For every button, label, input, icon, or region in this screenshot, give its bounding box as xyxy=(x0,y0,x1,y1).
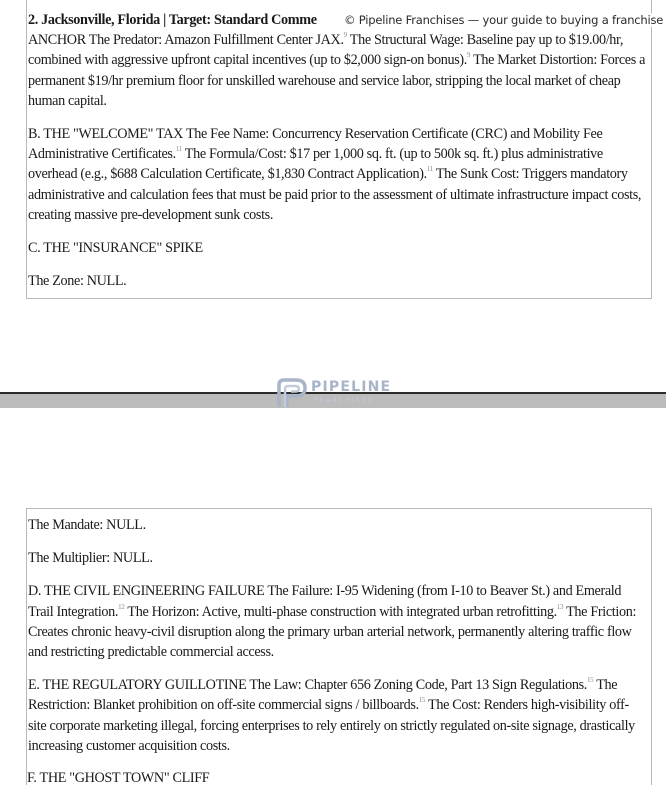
welcome-text-2: The Formula/Cost: $17 per 1,000 sq. ft. (up to 500k sq. ft.) plus administrative overhead (e.g., $688 Calculation Certificate, $1,830 Contract Application). xyxy=(28,146,603,183)
pipeline-logo-icon xyxy=(276,377,310,409)
footnote-ref[interactable]: 9 xyxy=(343,31,347,40)
copyright-banner: © Pipeline Franchises — your guide to buying a franchise xyxy=(344,13,664,27)
civil-engineering-paragraph xyxy=(28,581,647,662)
mandate-paragraph: The Mandate: NULL. xyxy=(28,517,146,533)
anchor-text-1: ANCHOR The Predator: Amazon Fulfillment Center JAX. xyxy=(28,32,344,49)
footnote-ref[interactable]: 15 xyxy=(418,696,426,705)
footnote-ref[interactable]: 11 xyxy=(426,165,433,174)
page-1-content xyxy=(27,10,651,304)
anchor-text-2: The Structural Wage: Baseline pay up to $19.00/hr, combined with aggressive upfront capital incentives (up to $2,000 sign-on bonus). xyxy=(28,32,624,69)
next-section-heading: F. THE "GHOST TOWN" CLIFF xyxy=(27,770,210,785)
page-2-content xyxy=(27,515,651,769)
regulatory-text-1: E. THE REGULATORY GUILLOTINE The Law: Chapter 656 Zoning Code, Part 13 Sign Regulations. xyxy=(28,677,587,694)
watermark-brand: PIPELINE xyxy=(311,379,392,395)
regulatory-text-3: The Cost: Renders high-visibility off-site corporate marketing illegal, forcing enterprises to rely entirely on strictly regulated on-site signage, drastically increasing customer acquisition costs. xyxy=(28,697,635,754)
next-section-cutoff xyxy=(26,770,650,785)
regulatory-text-2: The Restriction: Blanket prohibition on off-site commercial signs / billboards. xyxy=(28,677,618,714)
section-heading: 2. Jacksonville, Florida | Target: Standard Comme xyxy=(28,12,317,28)
insurance-spike-paragraph: C. THE "INSURANCE" SPIKE xyxy=(28,240,203,257)
footnote-ref[interactable]: 11 xyxy=(175,145,182,154)
footnote-ref[interactable]: 9 xyxy=(466,51,471,60)
civil-text-1: D. THE CIVIL ENGINEERING FAILURE The Failure: I-95 Widening (from I-10 to Beaver St.) and Emerald Trail Integration. xyxy=(28,583,622,620)
welcome-text-3: The Sunk Cost: Triggers mandatory administrative and calculation fees that must be paid prior to the assessment of ultimate infrastructure impact costs, creating massive pre-development sunk costs. xyxy=(28,166,642,223)
watermark-sub: FRANCHISES xyxy=(314,397,374,404)
anchor-text-3: The Market Distortion: Forces a permanent $19/hr premium floor for unskilled warehouse and service labor, stripping the local market of cheap human capital. xyxy=(28,52,646,109)
welcome-text-1: B. THE "WELCOME" TAX The Fee Name: Concurrency Reservation Certificate (CRC) and Mobility Fee Administrative Certificates. xyxy=(28,126,603,163)
document-page-2 xyxy=(26,508,652,785)
footnote-ref[interactable]: 12 xyxy=(118,602,125,611)
footnote-ref[interactable]: 15 xyxy=(586,676,594,685)
footnote-ref[interactable]: 13 xyxy=(556,602,564,611)
pipeline-franchises-watermark xyxy=(276,377,396,409)
civil-text-2: The Horizon: Active, multi-phase construction with integrated urban retrofitting. xyxy=(124,603,557,620)
civil-text-3: The Friction: Creates chronic heavy-civil disruption along the primary urban arterial network, permanently altering traffic flow and restricting predictable commercial access. xyxy=(28,603,637,661)
zone-paragraph: The Zone: NULL. xyxy=(28,273,127,290)
multiplier-paragraph: The Multiplier: NULL. xyxy=(28,550,153,567)
document-page-1 xyxy=(26,0,652,299)
welcome-tax-paragraph xyxy=(28,124,647,225)
regulatory-paragraph xyxy=(28,675,647,756)
